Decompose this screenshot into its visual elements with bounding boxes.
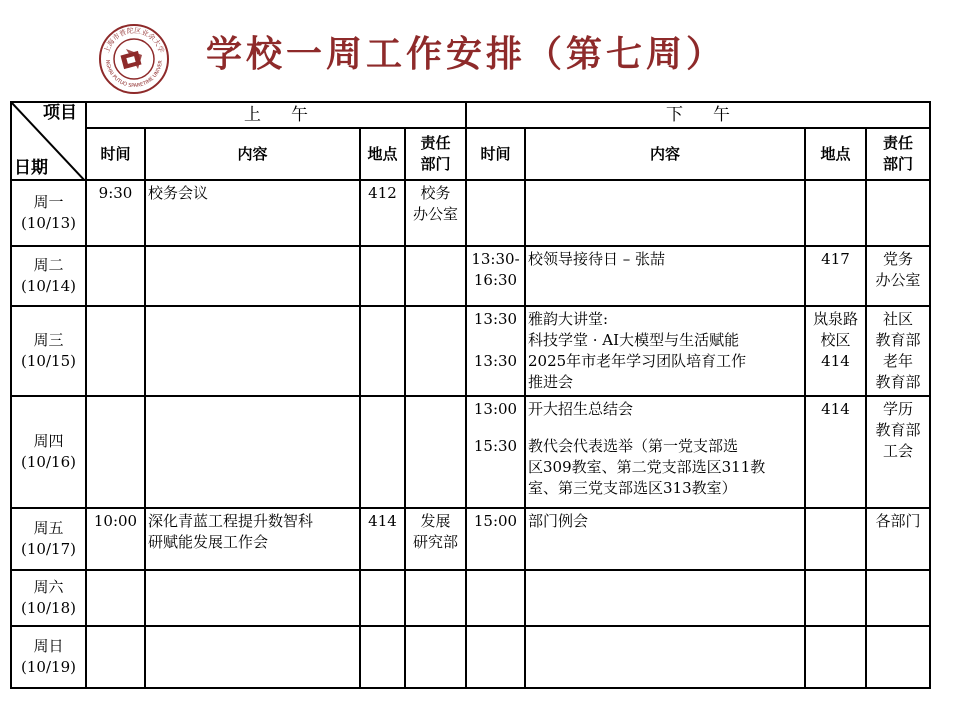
day-name: 周二 xyxy=(33,256,64,274)
pm-place-cell xyxy=(805,396,866,508)
am-dept-line: 校务 xyxy=(420,184,451,202)
am-time-cell xyxy=(86,306,145,396)
am-dept-cell xyxy=(405,508,466,570)
am-content-line: 校务会议 xyxy=(148,184,209,202)
pm-place-cell xyxy=(805,306,866,396)
pm-content-line: 区309教室、第二党支部选区311教 xyxy=(528,458,766,476)
am-place-line: 412 xyxy=(368,184,397,202)
pm-time-line: 15:00 xyxy=(473,512,518,530)
pm-dept-cell xyxy=(866,508,930,570)
pm-time-cell xyxy=(466,306,525,396)
day-name: 周日 xyxy=(33,637,64,655)
day-date: (10/18) xyxy=(21,599,76,617)
pm-content-line: 室、第三党支部选区313教室） xyxy=(528,479,737,497)
day-name: 周五 xyxy=(33,519,64,537)
header-pm-place: 地点 xyxy=(805,128,866,180)
am-content-line: 深化青蓝工程提升数智科 xyxy=(148,512,314,530)
pm-content-cell xyxy=(525,180,805,246)
page-title: 学校一周工作安排（第七周） xyxy=(206,33,727,75)
am-time-cell xyxy=(86,508,145,570)
pm-dept-line: 工会 xyxy=(882,442,913,460)
am-content-cell xyxy=(145,180,360,246)
pm-dept-line: 教育部 xyxy=(875,373,921,391)
schedule-row xyxy=(11,508,930,570)
am-place-cell xyxy=(360,246,405,306)
header-morning: 上午 xyxy=(86,102,466,128)
pm-content-line: 开大招生总结会 xyxy=(528,400,634,418)
schedule-table xyxy=(10,101,931,689)
day-cell xyxy=(11,626,86,688)
am-time-cell xyxy=(86,626,145,688)
day-date: (10/14) xyxy=(21,277,76,295)
pm-time-line: 16:30 xyxy=(473,271,518,289)
pm-dept-cell xyxy=(866,180,930,246)
am-dept-line: 研究部 xyxy=(412,533,458,551)
day-name: 周三 xyxy=(33,331,64,349)
pm-time-line xyxy=(469,420,522,436)
day-name: 周六 xyxy=(33,578,64,596)
pm-dept-line: 教育部 xyxy=(875,331,921,349)
day-name: 周四 xyxy=(33,432,64,450)
pm-content-line: 2025年市老年学习团队培育工作 xyxy=(528,352,747,370)
am-content-cell xyxy=(145,306,360,396)
am-time-cell xyxy=(86,570,145,626)
am-content-cell xyxy=(145,246,360,306)
day-cell xyxy=(11,570,86,626)
header-corner-cell xyxy=(11,102,86,180)
am-dept-cell xyxy=(405,180,466,246)
pm-time-line: 13:30- xyxy=(471,250,520,268)
am-place-cell xyxy=(360,508,405,570)
pm-time-cell xyxy=(466,508,525,570)
pm-time-line: 13:30 xyxy=(473,310,518,328)
pm-dept-cell xyxy=(866,246,930,306)
pm-dept-line: 办公室 xyxy=(875,271,921,289)
day-date: (10/19) xyxy=(21,658,76,676)
pm-content-cell xyxy=(525,246,805,306)
header-date-label: 日期 xyxy=(14,158,48,178)
pm-dept-cell xyxy=(866,396,930,508)
pm-content-cell xyxy=(525,306,805,396)
header-pm-time: 时间 xyxy=(466,128,525,180)
pm-content-cell xyxy=(525,570,805,626)
pm-dept-line: 老年 xyxy=(882,352,913,370)
pm-dept-cell xyxy=(866,570,930,626)
schedule-row xyxy=(11,306,930,396)
am-place-cell xyxy=(360,570,405,626)
pm-time-line: 13:00 xyxy=(473,400,518,418)
school-logo xyxy=(98,23,170,95)
pm-place-cell xyxy=(805,626,866,688)
day-date: (10/13) xyxy=(21,214,76,232)
pm-content-line: 校领导接待日 – 张喆 xyxy=(528,250,666,268)
am-dept-cell xyxy=(405,626,466,688)
day-date: (10/15) xyxy=(21,352,76,370)
am-dept-line: 发展 xyxy=(420,512,451,530)
schedule-row xyxy=(11,246,930,306)
pm-content-cell xyxy=(525,508,805,570)
pm-content-line: 科技学堂 · AI大模型与生活赋能 xyxy=(528,331,740,349)
am-place-line: 414 xyxy=(368,512,397,530)
am-dept-cell xyxy=(405,306,466,396)
am-time-cell xyxy=(86,246,145,306)
day-date: (10/17) xyxy=(21,540,76,558)
am-dept-cell xyxy=(405,570,466,626)
day-cell xyxy=(11,246,86,306)
pm-dept-line: 社区 xyxy=(882,310,913,328)
pm-content-line xyxy=(528,420,802,436)
header-am-time: 时间 xyxy=(86,128,145,180)
pm-content-line: 推进会 xyxy=(528,373,574,391)
pm-dept-line: 各部门 xyxy=(875,512,921,530)
am-place-cell xyxy=(360,180,405,246)
schedule-row xyxy=(11,396,930,508)
pm-dept-line: 学历 xyxy=(882,400,913,418)
header-am-content: 内容 xyxy=(145,128,360,180)
pm-content-line: 部门例会 xyxy=(528,512,589,530)
svg-text:上海市普陀区业余大学: 上海市普陀区业余大学 xyxy=(102,26,166,55)
pm-dept-cell xyxy=(866,306,930,396)
schedule-row xyxy=(11,626,930,688)
pm-place-line: 岚泉路 xyxy=(812,310,858,328)
header-pm-dept: 责任 部门 xyxy=(866,128,930,180)
pm-time-cell xyxy=(466,396,525,508)
day-cell xyxy=(11,306,86,396)
am-time-line: 9:30 xyxy=(98,184,133,202)
pm-place-cell xyxy=(805,246,866,306)
pm-place-cell xyxy=(805,570,866,626)
am-content-cell xyxy=(145,396,360,508)
pm-dept-cell xyxy=(866,626,930,688)
pm-time-cell xyxy=(466,570,525,626)
pm-content-cell xyxy=(525,396,805,508)
pm-time-line xyxy=(469,330,522,351)
pm-place-cell xyxy=(805,508,866,570)
day-cell xyxy=(11,180,86,246)
schedule-row xyxy=(11,180,930,246)
am-time-cell xyxy=(86,396,145,508)
pm-place-line: 414 xyxy=(821,400,850,418)
svg-text:SHANGHAI PUTUO SPARETIME UNIVE: NGHAI PUTUO SPARETIME UNIVER xyxy=(103,59,165,90)
am-content-cell xyxy=(145,508,360,570)
day-cell xyxy=(11,508,86,570)
pm-time-cell xyxy=(466,180,525,246)
pm-place-line: 417 xyxy=(821,250,850,268)
day-name: 周一 xyxy=(33,193,64,211)
pm-time-line: 13:30 xyxy=(473,352,518,370)
am-content-cell xyxy=(145,570,360,626)
am-place-cell xyxy=(360,626,405,688)
am-time-cell xyxy=(86,180,145,246)
am-content-line: 研赋能发展工作会 xyxy=(148,533,269,551)
am-dept-cell xyxy=(405,246,466,306)
am-dept-cell xyxy=(405,396,466,508)
pm-place-line: 414 xyxy=(821,352,850,370)
pm-content-line: 教代会代表选举（第一党支部选 xyxy=(528,437,739,455)
pm-time-line: 15:30 xyxy=(473,437,518,455)
pm-time-cell xyxy=(466,626,525,688)
pm-dept-line: 教育部 xyxy=(875,421,921,439)
pm-place-line: 校区 xyxy=(820,331,851,349)
am-time-line: 10:00 xyxy=(93,512,138,530)
day-cell xyxy=(11,396,86,508)
schedule-row xyxy=(11,570,930,626)
header-am-dept: 责任 部门 xyxy=(405,128,466,180)
header-afternoon: 下午 xyxy=(466,102,930,128)
pm-content-cell xyxy=(525,626,805,688)
pm-place-cell xyxy=(805,180,866,246)
header-item-label: 项目 xyxy=(43,103,77,123)
pm-content-line: 雅韵大讲堂: xyxy=(528,310,609,328)
header-pm-content: 内容 xyxy=(525,128,805,180)
day-date: (10/16) xyxy=(21,453,76,471)
pm-dept-line: 党务 xyxy=(882,250,913,268)
am-place-cell xyxy=(360,396,405,508)
am-place-cell xyxy=(360,306,405,396)
am-content-cell xyxy=(145,626,360,688)
am-dept-line: 办公室 xyxy=(412,205,458,223)
header-am-place: 地点 xyxy=(360,128,405,180)
pm-time-cell xyxy=(466,246,525,306)
